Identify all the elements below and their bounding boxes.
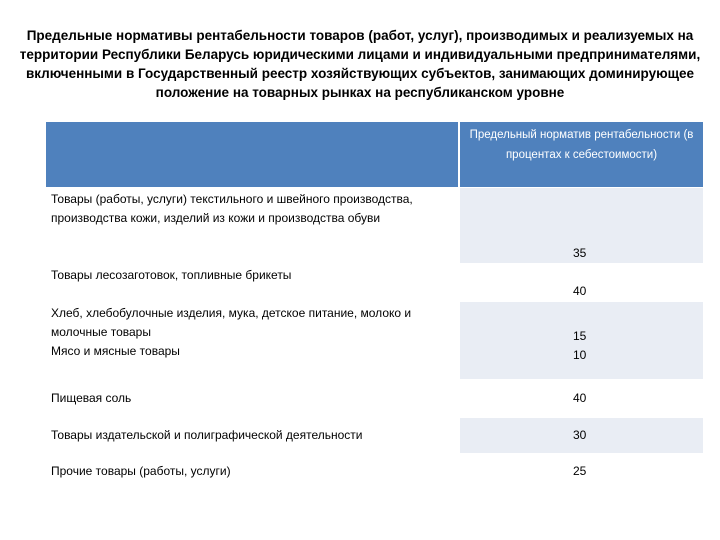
table-row: [46, 454, 703, 494]
row-item-label: Пищевая соль: [46, 380, 458, 417]
row-value-cell: [458, 380, 703, 417]
row-value: 10: [573, 348, 587, 362]
row-value-cell: [458, 264, 703, 301]
row-item-label: Товары лесозаготовок, топливные брикеты: [46, 264, 458, 301]
row-value: 25: [573, 464, 587, 478]
table-row: [46, 264, 703, 302]
row-item-label: Мясо и мясные товары: [51, 344, 180, 358]
row-value: 35: [573, 246, 587, 260]
page-title: Предельные нормативы рентабельности товаров (работ, услуг), производимых и реализуемых на территории Республики Беларусь юридическими лицами и индивидуальными предпринимателями, включенными в Государственный реестр хозяйствующих субъектов, занимающих доминирующее положение на товарных рынках на республиканском уровне: [19, 28, 701, 100]
row-value-cell: [458, 454, 703, 494]
row-value-cell: [458, 302, 703, 379]
row-item-label: Прочие товары (работы, услуги): [46, 454, 458, 494]
table-row: [46, 418, 703, 454]
row-item-label-group: [46, 302, 458, 379]
row-value: 40: [573, 284, 587, 298]
table-row: [46, 380, 703, 418]
row-value-cell: [458, 188, 703, 263]
table-row: [46, 302, 703, 380]
row-value: 30: [573, 428, 587, 442]
normatives-table: [46, 122, 703, 494]
table-header-row: [46, 122, 703, 188]
header-cell-normative: Предельный норматив рентабельности (в процентах к себестоимости): [458, 122, 703, 187]
row-item-label: Товары (работы, услуги) текстильного и швейного производства, производства кожи, изделий из кожи и производства обуви: [46, 188, 458, 263]
row-value: 40: [573, 391, 587, 405]
header-cell-item: [46, 122, 458, 187]
table-row: [46, 188, 703, 264]
row-value: 15: [573, 329, 587, 343]
row-item-label: Хлеб, хлебобулочные изделия, мука, детское питание, молоко и молочные товары: [51, 306, 412, 339]
row-item-label: Товары издательской и полиграфической деятельности: [46, 418, 458, 453]
row-value-cell: [458, 418, 703, 453]
